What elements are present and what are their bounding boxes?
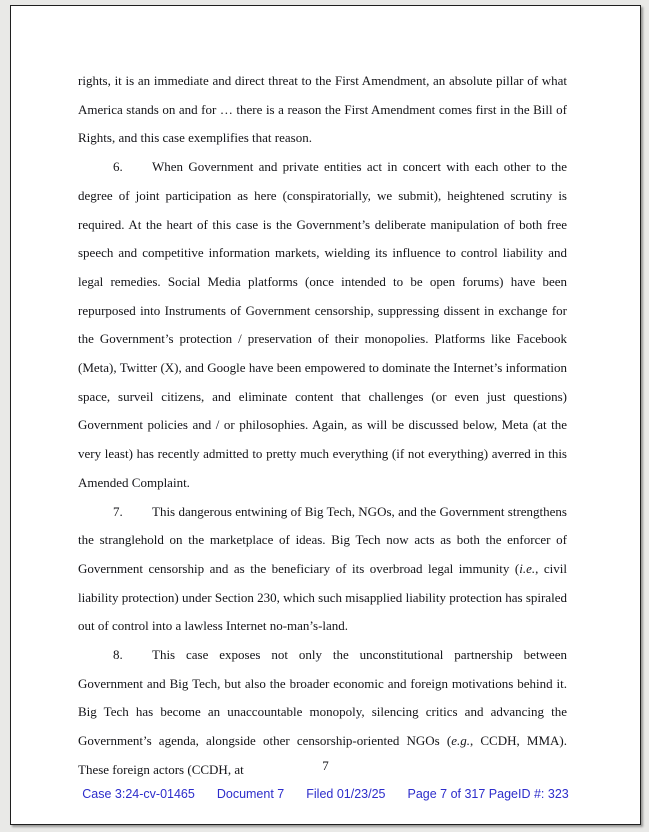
stamp-page-info: Page 7 of 317 PageID #: 323: [407, 787, 569, 801]
paragraph-text: This dangerous entwining of Big Tech, NGOs, and the Government strengthens the stranglehold on the marketplace of ideas. Big Tech now acts as both the enforcer of Government censorship and as the beneficiary of its overbroad legal immunity (: [78, 503, 567, 576]
paragraph-text: When Government and private entities act in concert with each other to the degree of joint participation as here (conspiratorially, we submit), heightened scrutiny is required. At the heart of this case is the Government’s deliberate manipulation of both free speech and competitive information markets, wielding its influence to control liability and legal remedies. Social Media platforms (once intended to be open forums) have been repurposed into Instruments of Government censorship, suppressing dissent in exchange for the Government’s protection / preservation of their monopolies. Platforms like Facebook (Meta), Twitter (X), and Google have been empowered to dominate the Internet’s information space, surveil citizens, and eliminate content that challenges (or even just questions) Government policies and / or philosophies. Again, as will be discussed below, Meta (at the very least) has recently admitted to pretty much everything (if not everything) averred in this Amended Complaint.: [78, 159, 567, 490]
paragraph-text-italic: e.g.: [451, 733, 470, 749]
body-text: [78, 67, 567, 785]
paragraph-7: [78, 498, 567, 642]
stamp-document-number: Document 7: [216, 787, 285, 801]
paragraph-text: , CCDH, MMA). These foreign actors (CCDH, at: [78, 733, 567, 777]
ecf-footer-stamp: [11, 786, 640, 802]
paragraph-number: 7.: [113, 503, 123, 519]
stamp-case-number: Case 3:24-cv-01465: [82, 787, 195, 801]
paragraph-text: rights, it is an immediate and direct threat to the First Amendment, an absolute pillar of what America stands on and for … there is a reason the First Amendment comes first in the Bill of Rights, and this case exemplifies that reason.: [78, 73, 567, 146]
paragraph-text: This case exposes not only the unconstitutional partnership between Government and Big Tech, but also the broader economic and foreign motivations behind it. Big Tech has become an unaccountable monopoly, silencing critics and advancing the Government’s agenda, alongside other censorship-oriented NGOs (: [78, 647, 567, 749]
paragraph-6: [78, 153, 567, 497]
document-page: [10, 5, 641, 825]
paragraph-number: 6.: [113, 159, 123, 175]
paragraph-intro-continuation: [78, 67, 567, 153]
paragraph-number: 8.: [113, 647, 123, 663]
page-number: 7: [322, 758, 329, 773]
paragraph-text-italic: i.e.: [519, 560, 536, 576]
stamp-filed-date: Filed 01/23/25: [306, 787, 386, 801]
paragraph-text: , civil liability protection) under Section 230, which such misapplied liability protection has spiraled out of control into a lawless Internet no-man’s-land.: [78, 560, 567, 634]
